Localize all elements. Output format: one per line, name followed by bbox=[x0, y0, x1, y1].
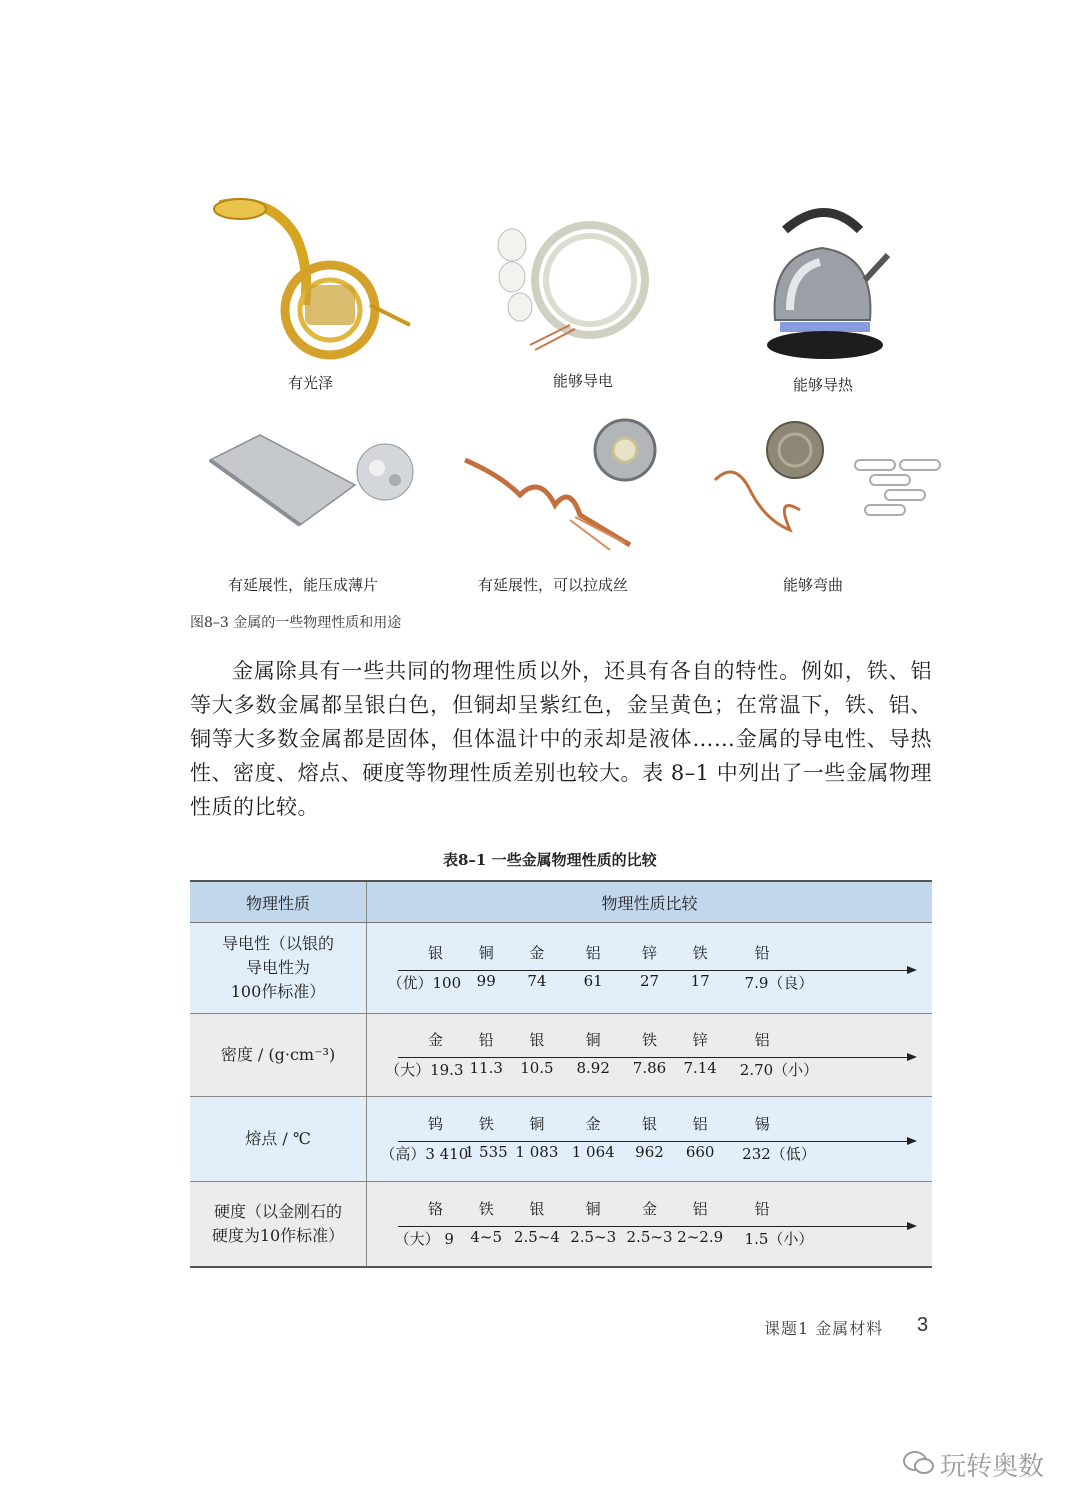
footer-section: 课题1 金属材料 bbox=[764, 1319, 884, 1338]
metal-value: （大）19.3 bbox=[385, 1061, 464, 1079]
metal-name: 银 bbox=[428, 944, 444, 962]
metal-value: 4~5 bbox=[470, 1228, 503, 1246]
figure-item-kettle bbox=[760, 200, 895, 369]
metal-name: 铁 bbox=[641, 1031, 658, 1049]
scale-arrow-line bbox=[398, 1141, 909, 1142]
caption-luster: 有光泽 bbox=[288, 374, 334, 392]
french-horn-icon bbox=[210, 195, 415, 369]
comparison-cell bbox=[367, 1182, 933, 1268]
page-number: 3 bbox=[917, 1314, 929, 1336]
metal-name: 铁 bbox=[478, 1115, 494, 1133]
comparison-scale bbox=[368, 1099, 931, 1179]
figure-title: 图8–3 金属的一些物理性质和用途 bbox=[190, 615, 402, 631]
metal-value: 61 bbox=[583, 972, 603, 990]
property-label-line: 密度 / (g·cm⁻³) bbox=[220, 1045, 336, 1064]
comparison-scale bbox=[368, 928, 931, 1008]
scale-arrow-line bbox=[398, 1226, 909, 1227]
metal-value: 2.70（小） bbox=[739, 1061, 819, 1079]
metal-value: 232（低） bbox=[742, 1145, 816, 1163]
metal-value: 2~2.9 bbox=[677, 1228, 724, 1246]
scale-arrow-line bbox=[398, 970, 909, 971]
property-label-line: 硬度（以金刚石的 bbox=[213, 1202, 342, 1221]
metal-name: 铬 bbox=[428, 1200, 444, 1218]
property-label-cell bbox=[190, 1097, 367, 1182]
caption-bend: 能够弯曲 bbox=[783, 576, 844, 594]
metal-properties-table bbox=[190, 880, 932, 1268]
metal-name: 金 bbox=[585, 1115, 601, 1133]
comparison-cell bbox=[367, 1014, 933, 1097]
caption-wire: 有延展性，可以拉成丝 bbox=[478, 576, 629, 594]
metal-value: 74 bbox=[527, 972, 547, 990]
metal-name: 铝 bbox=[692, 1200, 708, 1218]
property-label-line: 导电性（以银的 bbox=[221, 934, 334, 953]
comparison-scale bbox=[368, 1015, 931, 1095]
metal-name: 铜 bbox=[529, 1115, 545, 1133]
metal-name: 铝 bbox=[692, 1115, 708, 1133]
metal-name: 铝 bbox=[585, 944, 601, 962]
metal-value: 17 bbox=[690, 972, 710, 990]
property-label-cell bbox=[190, 1182, 367, 1268]
aluminum-foil-icon bbox=[205, 430, 420, 534]
comparison-scale bbox=[368, 1184, 931, 1264]
metal-name: 锡 bbox=[754, 1115, 770, 1133]
table-row bbox=[190, 1014, 932, 1097]
caption-foil: 有延展性，能压成薄片 bbox=[228, 576, 379, 594]
metal-name: 锌 bbox=[641, 944, 658, 962]
property-label-line: 100作标准） bbox=[230, 982, 326, 1001]
paragraph-text: 金属除具有一些共同的物理性质以外，还具有各自的特性。例如，铁、铝等大多数金属都呈银白色，但铜却呈紫红色，金呈黄色；在常温下，铁、铝、铜等大多数金属都是固体，但体温计中的汞却是液体……金属的导电性、导热性、密度、熔点、硬度等物理性质差别也较大。表 8–1 中列出了一些金属物理性质的比较。 bbox=[190, 659, 932, 819]
metal-value: 11.3 bbox=[469, 1059, 503, 1077]
metal-value: 27 bbox=[639, 972, 660, 990]
metal-value: 2.5~3 bbox=[626, 1228, 673, 1246]
figure-item-bend bbox=[705, 420, 950, 554]
property-label-line: 硬度为10作标准） bbox=[211, 1226, 345, 1245]
table-row bbox=[190, 923, 932, 1014]
metal-value: 962 bbox=[635, 1143, 664, 1161]
metal-value: 2.5~3 bbox=[570, 1228, 617, 1246]
copper-wire-coil-icon bbox=[460, 405, 670, 559]
metal-value: （大） 9 bbox=[394, 1230, 454, 1248]
table-row bbox=[190, 1182, 932, 1268]
metal-value: 2.5~4 bbox=[513, 1228, 560, 1246]
metal-value: 7.9（良） bbox=[744, 974, 814, 992]
metal-value: 8.92 bbox=[576, 1059, 610, 1077]
table-title: 表8–1 一些金属物理性质的比较 bbox=[443, 851, 657, 869]
metal-value: 7.14 bbox=[683, 1059, 717, 1077]
metal-value: 99 bbox=[476, 972, 496, 990]
metal-value: 660 bbox=[685, 1143, 715, 1161]
metal-value: （高）3 410 bbox=[380, 1145, 469, 1163]
body-paragraph bbox=[190, 654, 932, 824]
metal-value: （优）100 bbox=[387, 974, 462, 992]
caption-conductive: 能够导电 bbox=[553, 372, 614, 390]
metal-name: 铅 bbox=[478, 1031, 494, 1049]
property-label-cell bbox=[190, 923, 367, 1014]
header-property: 物理性质 bbox=[190, 881, 367, 923]
header-comparison: 物理性质比较 bbox=[367, 881, 933, 923]
metal-value: 1 535 bbox=[464, 1143, 508, 1161]
metal-name: 铁 bbox=[692, 944, 708, 962]
metal-value: 1.5（小） bbox=[744, 1230, 814, 1248]
property-label-line: 导电性为 bbox=[245, 958, 310, 977]
bulbs-and-wire-icon bbox=[490, 205, 670, 359]
property-label-cell bbox=[190, 1014, 367, 1097]
metal-name: 银 bbox=[529, 1031, 545, 1049]
metal-name: 铅 bbox=[754, 1200, 770, 1218]
scale-arrow-line bbox=[398, 1057, 909, 1058]
metal-value: 10.5 bbox=[520, 1059, 554, 1077]
scrubber-wire-clips-icon bbox=[705, 420, 950, 554]
metal-name: 银 bbox=[529, 1200, 545, 1218]
metal-name: 金 bbox=[529, 944, 545, 962]
watermark: 玩转奥数 bbox=[940, 1452, 1045, 1482]
kettle-on-stove-icon bbox=[760, 200, 895, 369]
metal-value: 1 083 bbox=[515, 1143, 559, 1161]
metal-value: 7.86 bbox=[632, 1059, 667, 1077]
metal-value: 1 064 bbox=[571, 1143, 615, 1161]
table-row bbox=[190, 1097, 932, 1182]
comparison-cell bbox=[367, 923, 933, 1014]
metal-name: 钨 bbox=[428, 1115, 444, 1133]
metal-name: 金 bbox=[428, 1031, 444, 1049]
comparison-cell bbox=[367, 1097, 933, 1182]
metal-name: 铜 bbox=[478, 944, 494, 962]
figure-item-horn bbox=[205, 195, 420, 369]
figure-item-bulbs bbox=[490, 205, 670, 359]
caption-heat: 能够导热 bbox=[793, 376, 854, 394]
metal-name: 银 bbox=[641, 1115, 658, 1133]
metal-name: 铝 bbox=[754, 1031, 770, 1049]
metal-name: 锌 bbox=[692, 1031, 708, 1049]
metal-name: 铜 bbox=[585, 1200, 601, 1218]
metal-name: 金 bbox=[641, 1200, 658, 1218]
wechat-icon bbox=[903, 1450, 935, 1480]
metal-name: 铅 bbox=[754, 944, 770, 962]
figure-item-foil bbox=[205, 430, 420, 534]
metal-name: 铜 bbox=[585, 1031, 601, 1049]
metal-name: 铁 bbox=[478, 1200, 494, 1218]
property-label-line: 熔点 / ℃ bbox=[245, 1129, 311, 1148]
figure-item-copper bbox=[460, 405, 670, 559]
